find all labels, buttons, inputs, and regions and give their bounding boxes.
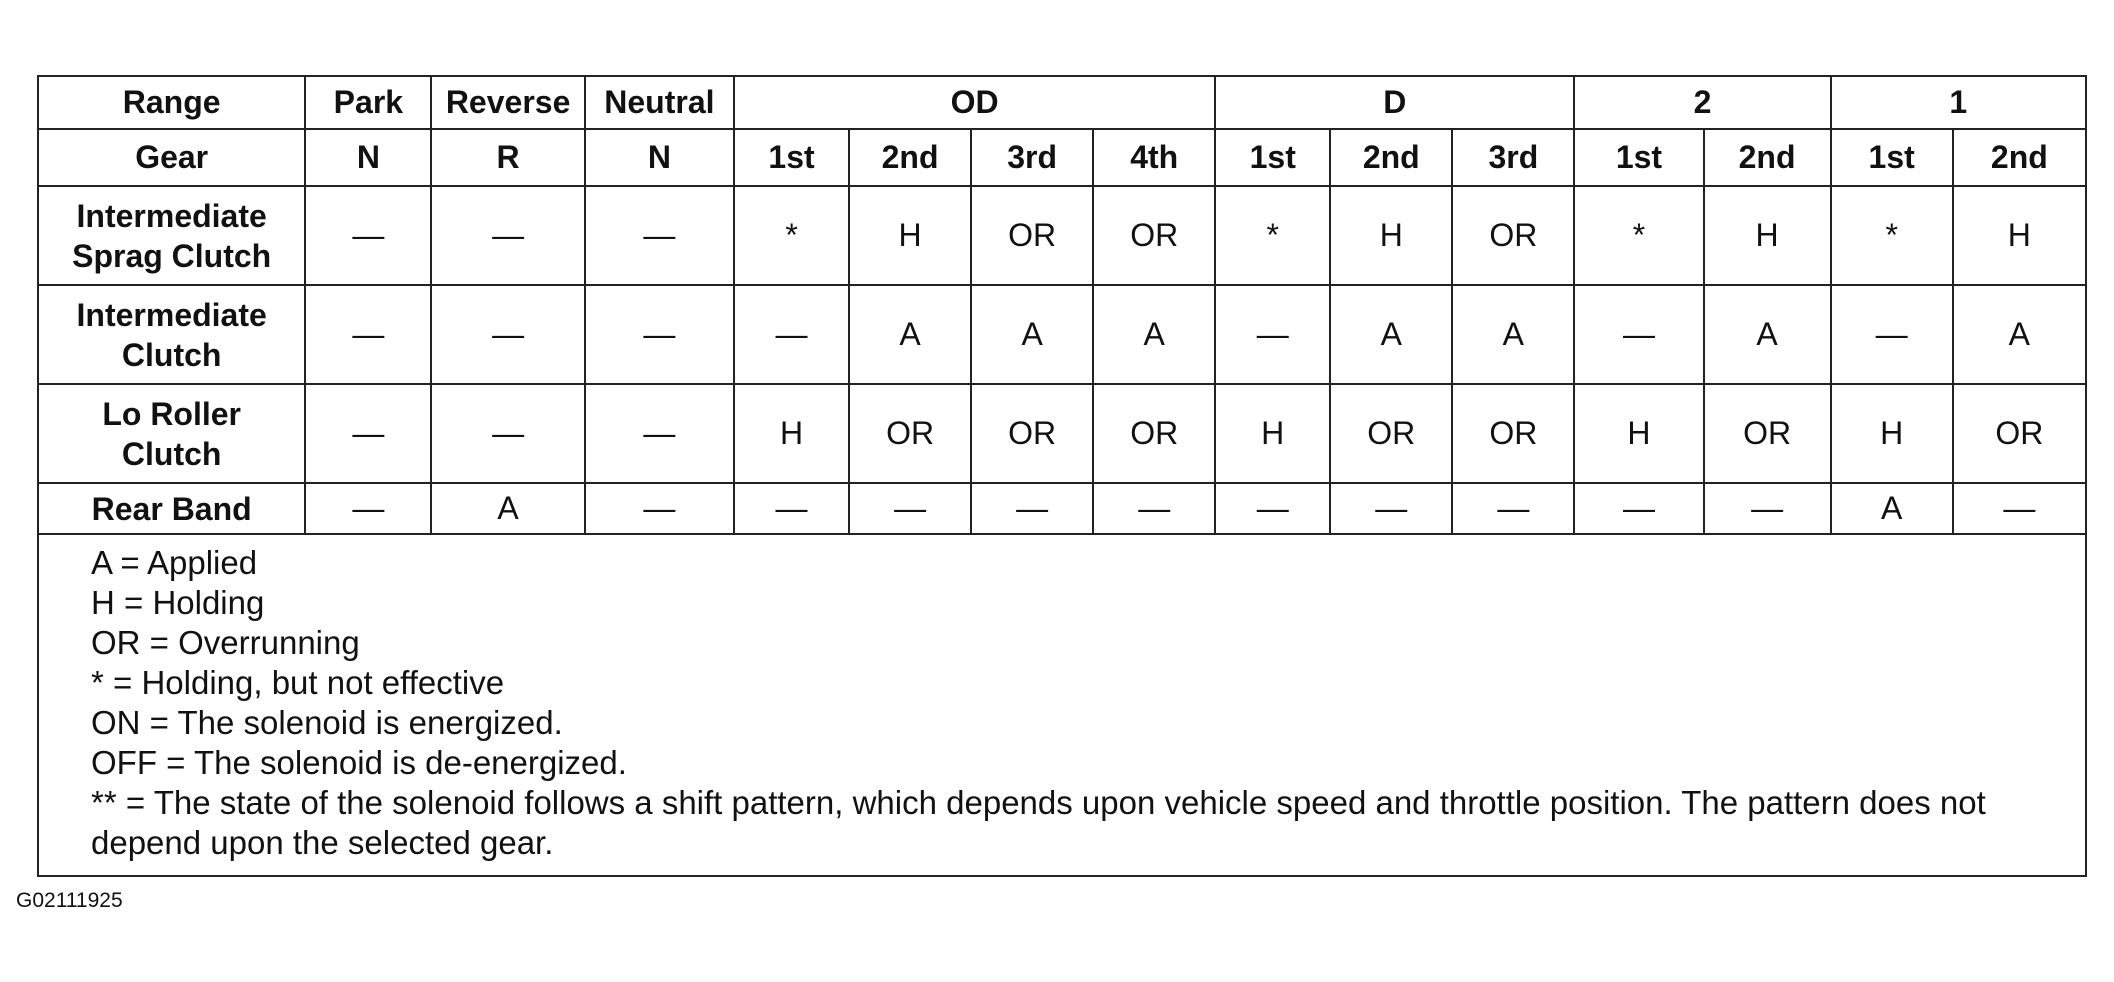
table-cell: — — [431, 384, 584, 483]
table-cell: — — [1452, 483, 1574, 534]
range-park: Park — [305, 76, 431, 129]
range-label: Range — [38, 76, 305, 129]
legend-line: * = Holding, but not effective — [91, 664, 505, 701]
table-cell: H — [1215, 384, 1330, 483]
table-cell: A — [1330, 285, 1452, 384]
table-cell: — — [585, 483, 734, 534]
table-cell: — — [1953, 483, 2086, 534]
row-label-line: Clutch — [121, 336, 222, 373]
gear-cell: 3rd — [1452, 129, 1574, 186]
row-label — [38, 384, 305, 483]
legend-line: ** = The state of the solenoid follows a shift pattern, which depends upon vehicle speed and throttle position. The pattern does not depend upon the selected gear. — [91, 784, 1986, 861]
table-cell: — — [431, 186, 584, 285]
table-cell: — — [305, 285, 431, 384]
gear-cell: 2nd — [1330, 129, 1452, 186]
gear-cell: N — [305, 129, 431, 186]
row-label-line: Lo Roller — [102, 395, 241, 432]
row-label-line: Rear Band — [91, 490, 252, 527]
table-cell: — — [734, 483, 849, 534]
table-cell: — — [1574, 483, 1703, 534]
table-cell: H — [1704, 186, 1831, 285]
table-cell: A — [1452, 285, 1574, 384]
table-cell: — — [305, 186, 431, 285]
row-label-line: Intermediate — [76, 296, 267, 333]
legend-row — [38, 534, 2086, 876]
range-neutral: Neutral — [585, 76, 734, 129]
table-row-lo-roller-clutch — [38, 384, 2086, 483]
table-cell: A — [971, 285, 1093, 384]
table-cell: * — [734, 186, 849, 285]
table-cell: — — [585, 285, 734, 384]
table-cell: H — [1330, 186, 1452, 285]
table-cell: — — [971, 483, 1093, 534]
table-cell: — — [1574, 285, 1703, 384]
gear-cell: 4th — [1093, 129, 1215, 186]
gear-cell: R — [431, 129, 584, 186]
table-cell: OR — [1704, 384, 1831, 483]
table-cell: OR — [1093, 186, 1215, 285]
gear-cell: N — [585, 129, 734, 186]
table-cell: — — [305, 483, 431, 534]
gear-label: Gear — [38, 129, 305, 186]
table-cell: A — [1093, 285, 1215, 384]
table-cell: — — [849, 483, 971, 534]
gear-application-table — [37, 75, 2087, 877]
table-row-rear-band — [38, 483, 2086, 534]
table-cell: H — [1953, 186, 2086, 285]
table-cell: H — [734, 384, 849, 483]
legend-line: A = Applied — [91, 544, 258, 581]
range-od: OD — [734, 76, 1215, 129]
table-cell: H — [849, 186, 971, 285]
range-1: 1 — [1831, 76, 2086, 129]
legend-line: H = Holding — [91, 584, 265, 621]
table-cell: OR — [1330, 384, 1452, 483]
table-cell: OR — [849, 384, 971, 483]
table-row-intermediate-sprag-clutch — [38, 186, 2086, 285]
table-cell: H — [1831, 384, 1953, 483]
table-cell: OR — [1452, 186, 1574, 285]
table-cell: OR — [1452, 384, 1574, 483]
table-cell: OR — [1093, 384, 1215, 483]
table-cell: — — [1093, 483, 1215, 534]
table-cell: — — [305, 384, 431, 483]
table-cell: — — [1215, 483, 1330, 534]
row-label — [38, 483, 305, 534]
table-cell: — — [585, 384, 734, 483]
gear-cell: 3rd — [971, 129, 1093, 186]
table-cell: * — [1831, 186, 1953, 285]
range-header-row — [38, 76, 2086, 129]
table-cell: A — [1704, 285, 1831, 384]
table-cell: H — [1574, 384, 1703, 483]
gear-cell: 1st — [734, 129, 849, 186]
table-cell: * — [1574, 186, 1703, 285]
table-cell: A — [1831, 483, 1953, 534]
range-2: 2 — [1574, 76, 1830, 129]
range-d: D — [1215, 76, 1574, 129]
gear-cell: 2nd — [849, 129, 971, 186]
row-label — [38, 186, 305, 285]
table-cell: OR — [971, 384, 1093, 483]
legend — [38, 534, 2086, 876]
table-cell: A — [1953, 285, 2086, 384]
table-cell: A — [849, 285, 971, 384]
table-cell: — — [1704, 483, 1831, 534]
legend-line: ON = The solenoid is energized. — [91, 704, 563, 741]
row-label — [38, 285, 305, 384]
gear-cell: 2nd — [1953, 129, 2086, 186]
legend-line: OR = Overrunning — [91, 624, 360, 661]
gear-cell: 1st — [1831, 129, 1953, 186]
table-row-intermediate-clutch — [38, 285, 2086, 384]
range-reverse: Reverse — [431, 76, 584, 129]
table-cell: — — [1831, 285, 1953, 384]
legend-line: OFF = The solenoid is de-energized. — [91, 744, 627, 781]
table-cell: — — [585, 186, 734, 285]
row-label-line: Sprag Clutch — [72, 237, 272, 274]
table-cell: — — [1215, 285, 1330, 384]
gear-cell: 1st — [1215, 129, 1330, 186]
gear-cell: 1st — [1574, 129, 1703, 186]
clutch-application-chart — [37, 75, 2087, 877]
row-label-line: Intermediate — [76, 197, 267, 234]
row-label-line: Clutch — [121, 435, 222, 472]
table-cell: * — [1215, 186, 1330, 285]
table-cell: OR — [971, 186, 1093, 285]
figure-id: G02111925 — [16, 889, 123, 912]
gear-cell: 2nd — [1704, 129, 1831, 186]
table-cell: — — [1330, 483, 1452, 534]
table-cell: — — [431, 285, 584, 384]
table-cell: OR — [1953, 384, 2086, 483]
table-cell: A — [431, 483, 584, 534]
gear-header-row — [38, 129, 2086, 186]
table-cell: — — [734, 285, 849, 384]
